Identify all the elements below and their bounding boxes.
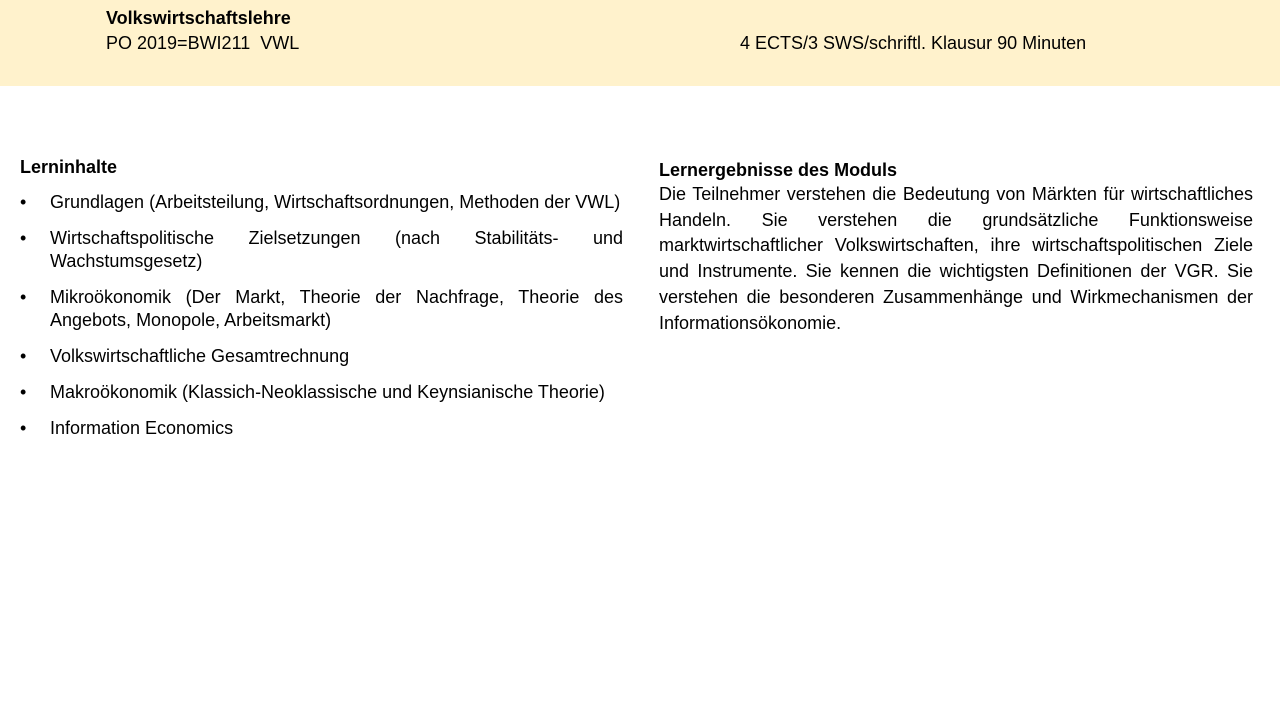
module-credits: 4 ECTS/3 SWS/schriftl. Klausur 90 Minuten [740, 33, 1087, 53]
list-item-text: Makroökonomik (Klassich-Neoklassische und Keynsianische Theorie) [50, 382, 605, 402]
list-item-text: Wirtschaftspolitische Zielsetzungen (nach Stabilitäts- und Wachstumsgesetz) [50, 228, 623, 271]
learning-content-section [20, 155, 623, 453]
learning-content-list [20, 191, 623, 440]
bullet-icon: • [20, 228, 27, 248]
list-item [20, 191, 623, 214]
learning-outcomes-section [659, 158, 1253, 336]
bullet-icon: • [20, 418, 27, 438]
list-item [20, 381, 623, 404]
list-item-text: Mikroökonomik (Der Markt, Theorie der Nachfrage, Theorie des Angebots, Monopole, Arbeitsmarkt) [50, 287, 623, 330]
learning-outcomes-text: Die Teilnehmer verstehen die Bedeutung von Märkten für wirtschaftliches Handeln. Sie verstehen die grundsätzliche Funktionsweise marktwirtschaftlicher Volkswirtschaften, ihre wirtschaftspolitischen Ziele und Instrumente. Sie kennen die wichtigsten Definitionen der VGR. Sie verstehen die besonderen Zusammenhänge und Wirkmechanismen der Informationsökonomie. [659, 184, 1253, 333]
learning-outcomes-heading: Lernergebnisse des Moduls [659, 160, 898, 180]
bullet-icon: • [20, 382, 27, 402]
learning-content-heading: Lerninhalte [20, 157, 118, 177]
list-item [20, 227, 623, 273]
list-item [20, 286, 623, 332]
list-item-text: Information Economics [50, 418, 234, 438]
list-item [20, 345, 623, 368]
list-item [20, 417, 623, 440]
list-item-text: Volkswirtschaftliche Gesamtrechnung [50, 346, 350, 366]
header-band [0, 0, 1280, 86]
module-code: PO 2019=BWI211 VWL [106, 33, 300, 53]
list-item-text: Grundlagen (Arbeitsteilung, Wirtschaftsordnungen, Methoden der VWL) [50, 192, 621, 212]
bullet-icon: • [20, 346, 27, 366]
bullet-icon: • [20, 192, 27, 212]
bullet-icon: • [20, 287, 27, 307]
module-title: Volkswirtschaftslehre [106, 8, 291, 28]
